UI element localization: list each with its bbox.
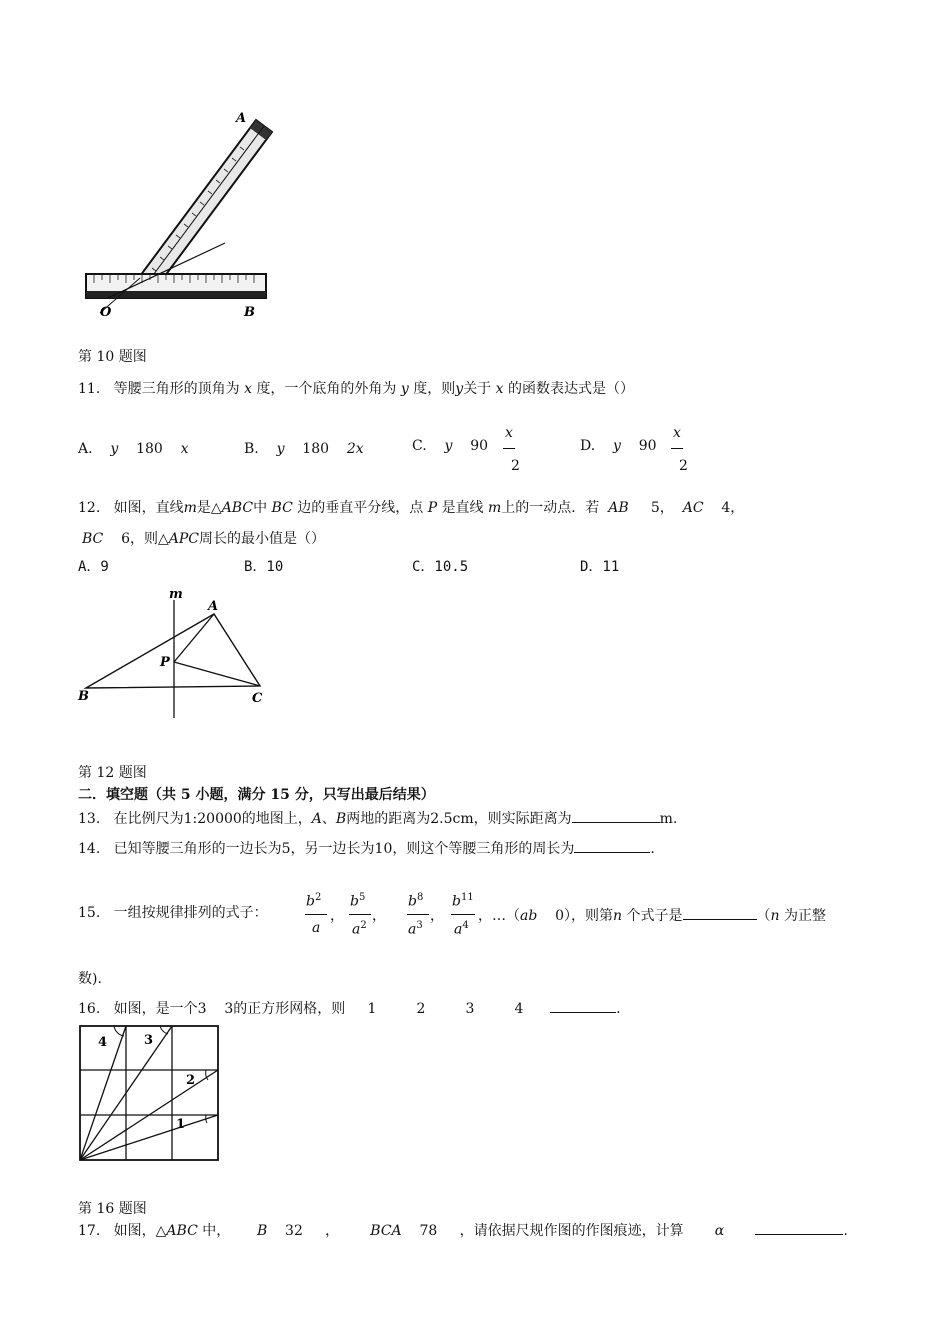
q12-option-c[interactable]: C．10.5 (412, 559, 469, 575)
option-var-y: y (444, 438, 453, 454)
frac-exp: 5 (358, 892, 366, 903)
q12-text: 中 (253, 500, 268, 516)
q16-angle-2: 2 (416, 1001, 426, 1017)
q12-number: 12. (78, 500, 101, 516)
q17-answer-blank[interactable] (755, 1220, 843, 1235)
frac-num: b (408, 893, 417, 910)
option-number: 90 (470, 438, 489, 454)
option-var-y: y (613, 438, 621, 454)
q15-line2: 数). (78, 971, 102, 987)
option-number: 90 (638, 438, 657, 454)
q11-option-d[interactable] (580, 438, 657, 454)
label-A: A (208, 599, 219, 614)
q16-text: 3的正方形网格，则 (224, 1001, 346, 1017)
frac-den: a (408, 921, 417, 938)
q17-var-alpha: α (714, 1223, 725, 1239)
figure-10 (80, 108, 280, 320)
q11-option-d-numerator: x (673, 425, 681, 441)
q15-text: 个式子是 (626, 908, 683, 924)
frac-dexp: 3 (416, 920, 423, 931)
q13-number: 13. (78, 811, 101, 827)
triangle-abc (86, 614, 260, 688)
q13-var-a: A (311, 811, 322, 827)
frac-exp: 2 (314, 892, 322, 903)
label-A: A (236, 111, 247, 126)
q15-fraction-4-bar (451, 914, 475, 915)
q17-var-bca: BCA (370, 1223, 402, 1239)
q12-var-m: m (488, 500, 502, 516)
label-m: m (169, 587, 183, 602)
q17-number: 17. (78, 1223, 101, 1239)
q15-var-n: n (770, 908, 780, 924)
label-C: C (252, 691, 263, 706)
q12-text: 边的垂直平分线，点 (297, 500, 424, 516)
frac-dexp: 4 (462, 920, 469, 931)
option-label: A. (78, 441, 93, 457)
q11-text-d: 关于 (463, 381, 492, 397)
q11-var-x: x (244, 381, 252, 397)
q15-fraction-3-bar (407, 914, 429, 915)
q17-value-78: 78 (419, 1223, 438, 1239)
q14-text: 已知等腰三角形的一边长为5，另一边长为10，则这个等腰三角形的周长为 (113, 841, 575, 857)
q15-lead (78, 902, 268, 922)
q12-option-b[interactable]: B．10 (244, 559, 284, 575)
option-var-y: y (110, 441, 119, 457)
q14-end: . (650, 841, 655, 857)
option-var-x: x (180, 441, 189, 457)
q13-answer-blank[interactable] (572, 808, 660, 823)
q14 (78, 838, 655, 858)
ray-1 (80, 1115, 218, 1160)
q13-text: 两地的距离为2.5cm，则实际距离为 (346, 811, 572, 827)
q14-answer-blank[interactable] (574, 838, 650, 853)
q12-var-ac: AC (682, 500, 704, 516)
q15-text: 为正整 (784, 908, 827, 924)
q16-answer-blank[interactable] (550, 998, 616, 1013)
q12-text: 是直线 (441, 500, 484, 516)
frac-den: a (352, 921, 361, 938)
angle-label-3: 3 (144, 1033, 154, 1048)
frac-den: a (454, 921, 463, 938)
q12-var-ab: AB (608, 500, 629, 516)
q17-var-b: B (256, 1223, 268, 1239)
q13-var-b: B (335, 811, 347, 827)
frac-num: b (452, 893, 461, 910)
q15-text: （ (756, 908, 771, 924)
q11-var-y2: y (455, 381, 464, 397)
angle-label-2: 2 (186, 1073, 196, 1088)
q15-text: 一组按规律排列的式子： (113, 905, 268, 921)
figure-12-caption: 第 12 题图 (78, 765, 147, 781)
option-label: D. (580, 438, 596, 454)
option-var-y: y (276, 441, 285, 457)
q12-text: 6，则△ (121, 531, 169, 547)
q15-comma-1: ， (330, 908, 344, 924)
q13-unit: m. (659, 811, 678, 827)
q17-text: ， (325, 1223, 340, 1239)
q15-var-ab: ab (520, 908, 538, 924)
q11-text-b: 度，一个底角的外角为 (256, 381, 397, 397)
q17-end: . (843, 1223, 848, 1239)
frac-exp: 8 (416, 892, 424, 903)
angle-label-4: 4 (98, 1035, 108, 1050)
option-number: 180 (302, 441, 330, 457)
q16-angle-1: 1 (367, 1001, 377, 1017)
q15-var-n: n (613, 908, 623, 924)
q11-option-a[interactable] (78, 441, 189, 457)
option-label: B. (244, 441, 259, 457)
figure-12 (74, 586, 280, 722)
q15-fraction-1-bar (305, 914, 327, 915)
label-P: P (160, 655, 170, 670)
q12-var-bc: BC (271, 500, 293, 516)
q12-stem-line2 (82, 528, 325, 548)
frac-exp: 11 (460, 892, 474, 903)
q13-text: 、 (321, 811, 336, 827)
option-var-x: 2x (346, 441, 364, 457)
figure-10-caption: 第 10 题图 (78, 349, 147, 365)
q13-text: 在比例尺为1:20000的地图上， (113, 811, 312, 827)
q12-value: 4， (721, 500, 745, 516)
q15-comma-2: ， (372, 908, 386, 924)
figure-16 (76, 1022, 224, 1166)
q12-option-a[interactable]: A．9 (78, 559, 109, 575)
q11-option-c-denominator: 2 (511, 458, 520, 474)
q15-text: 0），则第 (555, 908, 614, 924)
q16 (78, 998, 621, 1018)
q12-var-abc: ABC (221, 500, 254, 516)
option-label: C. (412, 438, 427, 454)
q12-text: 周长的最小值是（） (199, 531, 326, 547)
q12-stem-line1 (78, 497, 744, 517)
segment-ap (174, 614, 214, 662)
q17-value-32: 32 (285, 1223, 303, 1239)
q17-text: ，请依据尺规作图的作图痕迹，计算 (459, 1223, 684, 1239)
frac-den: a (312, 920, 321, 936)
q11-option-c-fraction-bar (503, 448, 515, 449)
q11-text-c: 度，则 (413, 381, 456, 397)
q17-text: 中， (202, 1223, 231, 1239)
q11-text-a: 等腰三角形的顶角为 (113, 381, 240, 397)
frac-dexp: 2 (360, 920, 367, 931)
frac-num: b (350, 893, 359, 910)
q15-text: ，…（ (478, 908, 520, 924)
q11-stem (78, 378, 634, 398)
q14-number: 14. (78, 841, 101, 857)
q16-end: . (616, 1001, 621, 1017)
q12-var-p: P (427, 500, 438, 516)
q16-angle-4: 4 (514, 1001, 524, 1017)
q11-text-e: 的函数表达式是（） (508, 381, 634, 397)
q12-value: 5， (650, 500, 674, 516)
q11-option-c-numerator: x (505, 425, 513, 441)
q15-comma-3: ， (430, 908, 444, 924)
q12-text: 是△ (196, 500, 222, 516)
q16-angle-3: 3 (465, 1001, 475, 1017)
section-2-title: 二．填空题（共 5 小题，满分 15 分，只写出最后结果） (78, 787, 435, 803)
ruler-diagonal (140, 120, 272, 288)
q12-var-m: m (183, 500, 197, 516)
q13 (78, 808, 677, 828)
q12-text: 上的一动点．若 (501, 500, 600, 516)
q17 (78, 1220, 848, 1240)
figure-16-caption: 第 16 题图 (78, 1201, 147, 1217)
q12-text: 如图，直线 (113, 500, 184, 516)
option-number: 180 (136, 441, 163, 457)
ruler-horizontal (86, 274, 266, 298)
q11-option-d-denominator: 2 (679, 458, 688, 474)
q15-number: 15. (78, 905, 101, 921)
q11-option-c[interactable] (412, 438, 488, 454)
q15-tail (478, 905, 826, 925)
q11-option-b[interactable] (244, 441, 364, 457)
q11-option-d-fraction-bar (671, 448, 683, 449)
q12-var-apc: APC (168, 531, 200, 547)
q12-option-d[interactable]: D．11 (580, 559, 620, 575)
label-B: B (244, 305, 255, 320)
q11-number: 11. (78, 381, 101, 397)
q15-fraction-2-bar (349, 914, 371, 915)
q17-text: 如图，△ (113, 1223, 167, 1239)
q16-text: 如图，是一个3 (113, 1001, 207, 1017)
frac-num: b (306, 893, 315, 910)
label-B: B (78, 689, 89, 704)
q17-var-abc: ABC (166, 1223, 198, 1239)
label-O: O (100, 305, 112, 320)
q12-var-bc: BC (82, 531, 104, 547)
angle-label-1: 1 (176, 1117, 186, 1132)
q16-number: 16. (78, 1001, 101, 1017)
q15-answer-blank[interactable] (683, 905, 757, 920)
q11-var-y: y (400, 381, 409, 397)
q11-var-x2: x (495, 381, 504, 397)
